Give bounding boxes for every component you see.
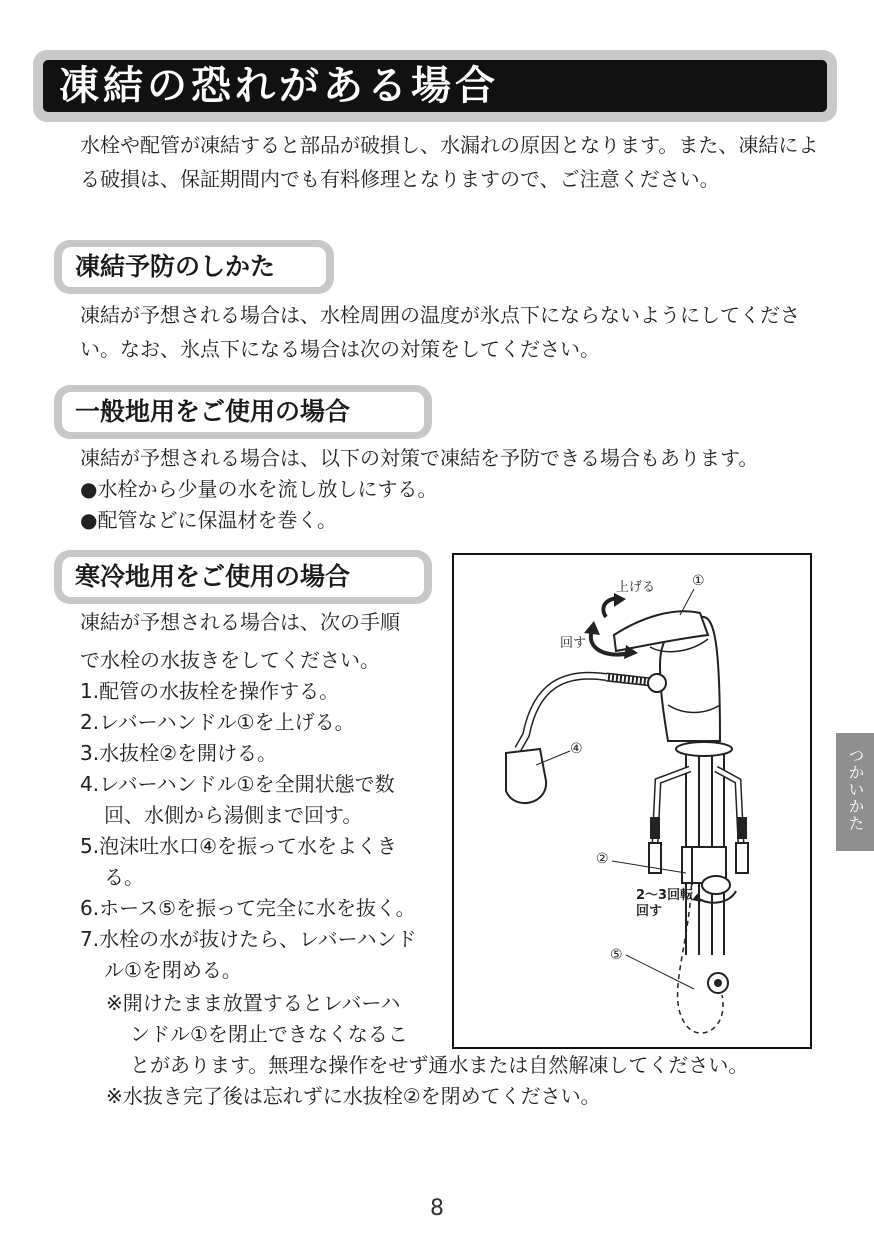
step-item: 2.レバーハンドル①を上げる。 xyxy=(80,710,355,734)
step-item-continued: ル①を閉める。 xyxy=(104,958,242,982)
prevention-paragraph: 凍結が予想される場合は、水栓周囲の温度が氷点下にならないようにしてください。なお、氷点下になる場合は次の対策をしてください。 xyxy=(80,303,800,361)
callout-drain-valve: ② xyxy=(596,851,609,867)
note-line: ※水抜き完了後は忘れずに水抜栓②を閉めてください。 xyxy=(106,1084,601,1108)
note-line: ンドル①を閉止できなくなるこ xyxy=(130,1022,408,1046)
label-turn: 回す xyxy=(560,636,587,651)
general-bullet-item: ●水栓から少量の水を流し放しにする。 xyxy=(80,477,438,501)
page-title: 凍結の恐れがある場合 xyxy=(59,63,499,109)
note-line: とがあります。無理な操作をせず通水または自然解凍してください。 xyxy=(130,1053,749,1077)
callout-hose: ⑤ xyxy=(610,947,623,963)
step-item: 1.配管の水抜栓を操作する。 xyxy=(80,679,340,703)
step-item: 3.水抜栓②を開ける。 xyxy=(80,741,278,765)
label-rotate: 2～3回転 xyxy=(636,888,694,903)
general-line: 凍結が予想される場合は、以下の対策で凍結を予防できる場合もあります。 xyxy=(80,446,759,470)
side-index-tab xyxy=(836,733,874,851)
page-title-bar xyxy=(33,50,837,122)
step-item-continued: 回、水側から湯側まで回す。 xyxy=(104,803,363,827)
faucet-diagram xyxy=(452,553,812,1049)
label-rotate-turn: 回す xyxy=(636,904,663,919)
note-line: ※開けたまま放置するとレバーハ xyxy=(106,991,401,1015)
step-item: 7.水栓の水が抜けたら、レバーハンド xyxy=(80,927,417,951)
general-bullet-item: ●配管などに保温材を巻く。 xyxy=(80,508,338,532)
section-heading-general-label: 一般地用をご使用の場合 xyxy=(75,397,351,426)
section-heading-cold xyxy=(54,550,432,604)
step-item: 5.泡沫吐水口④を振って水をよくき xyxy=(80,834,398,858)
intro-paragraph: 水栓や配管が凍結すると部品が破損し、水漏れの原因となります。また、凍結による破損は、保証期間内でも有料修理となりますので、ご注意ください。 xyxy=(80,133,819,191)
cold-intro-line: で水栓の水抜きをしてください。 xyxy=(80,648,380,672)
step-item: 4.レバーハンドル①を全開状態で数 xyxy=(80,772,395,796)
step-item: 6.ホース⑤を振って完全に水を抜く。 xyxy=(80,896,416,920)
callout-lever-handle: ① xyxy=(692,573,705,589)
section-heading-cold-label: 寒冷地用をご使用の場合 xyxy=(75,562,351,591)
section-heading-general xyxy=(54,385,432,439)
callout-aerator: ④ xyxy=(570,741,583,757)
step-item-continued: る。 xyxy=(104,865,144,889)
faucet-illustration xyxy=(454,555,810,1047)
cold-intro-line: 凍結が予想される場合は、次の手順 xyxy=(80,610,400,634)
section-heading-prevention-label: 凍結予防のしかた xyxy=(75,252,276,281)
page-title-background xyxy=(43,60,827,112)
section-heading-prevention xyxy=(54,240,334,294)
page-number: 8 xyxy=(430,1196,444,1221)
side-index-tab-label: つかいかた xyxy=(846,747,865,832)
label-raise: 上げる xyxy=(616,580,656,595)
